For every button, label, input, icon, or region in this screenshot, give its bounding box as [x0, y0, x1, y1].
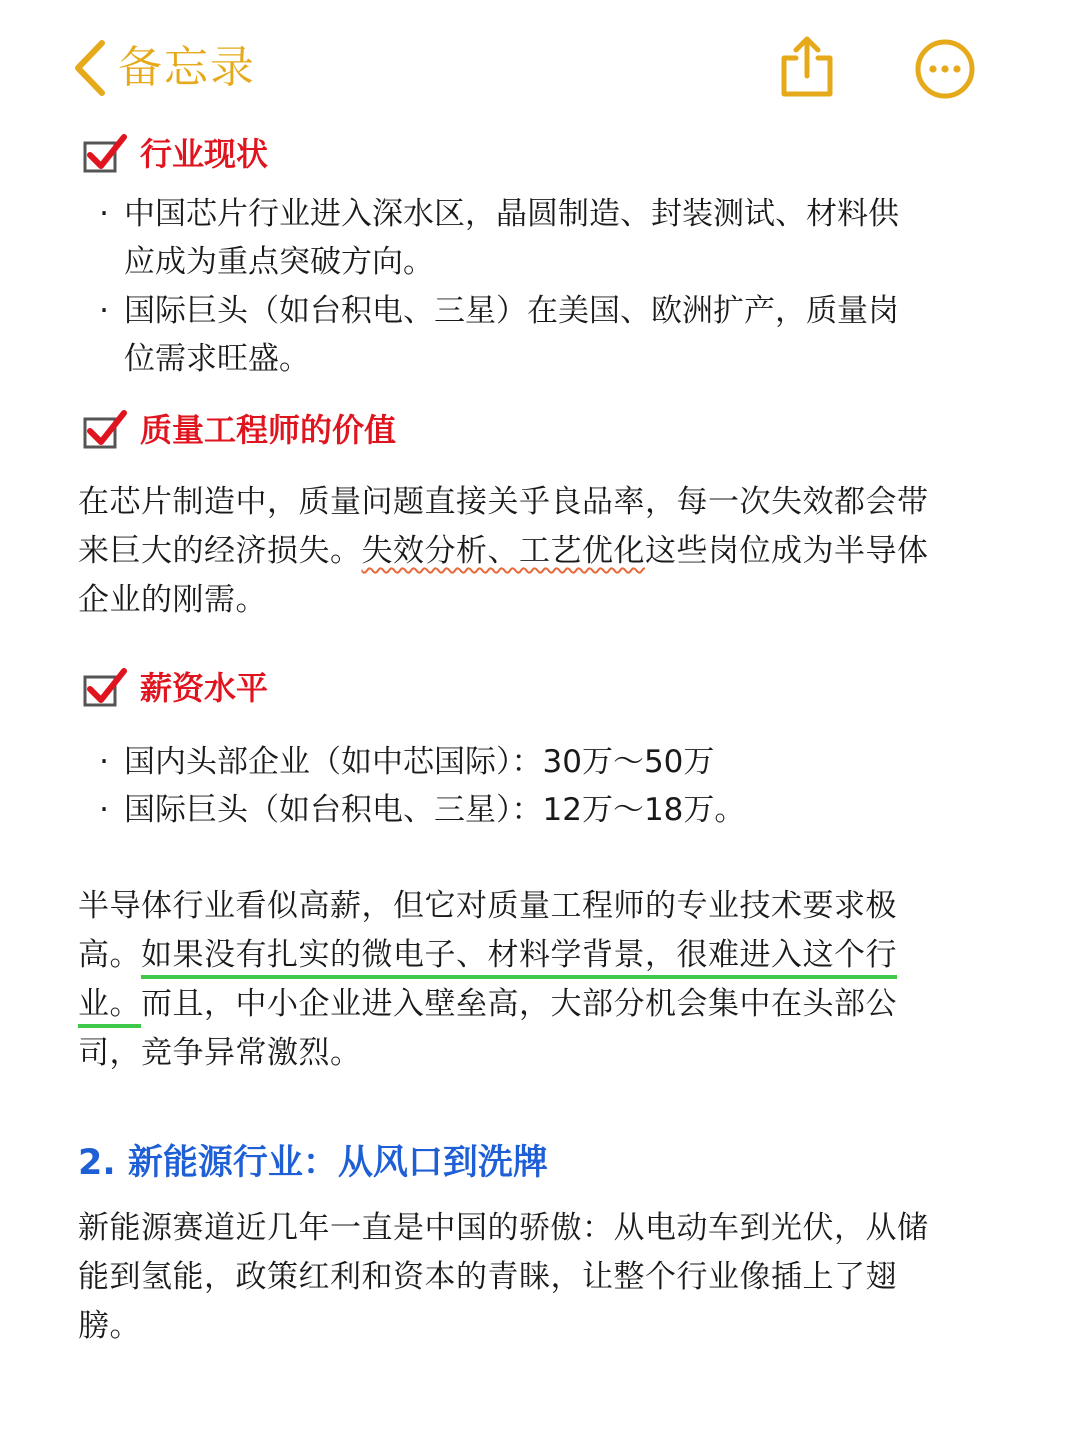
- bullet-dot: ·: [99, 744, 109, 780]
- back-button[interactable]: [70, 36, 256, 100]
- text-run: 来巨大的经济损失。: [78, 533, 362, 569]
- paragraph-engineer-value: [78, 478, 1008, 625]
- wavy-highlight: 失效分析、工艺优化: [361, 533, 645, 569]
- share-icon[interactable]: [776, 34, 838, 100]
- paragraph-line: 企业的刚需。: [78, 582, 267, 618]
- bullet-text-line: 国内头部企业（如中芯国际）：30万～50万: [124, 744, 715, 780]
- section-heading-salary: [82, 666, 268, 710]
- section-title: 薪资水平: [140, 669, 269, 707]
- bullet-dot: ·: [99, 792, 109, 828]
- section-title: 质量工程师的价值: [140, 411, 397, 449]
- text-run: 这些岗位成为半导体: [645, 533, 929, 569]
- paragraph-summary: [78, 882, 1008, 1078]
- chevron-left-icon: [70, 37, 110, 99]
- bullet-item: [92, 287, 992, 383]
- paragraph-line: 半导体行业看似高薪，但它对质量工程师的专业技术要求极: [78, 888, 897, 924]
- section-heading-industry-status: [82, 132, 268, 176]
- green-underline-highlight: 如果没有扎实的微电子、材料学背景，很难进入这个行: [141, 937, 897, 979]
- paragraph-new-energy: [78, 1204, 1008, 1351]
- bullet-text-line: 应成为重点突破方向。: [124, 244, 434, 280]
- top-nav-bar: [0, 0, 1080, 130]
- more-ellipsis-icon[interactable]: [914, 38, 976, 100]
- bullet-item: [92, 738, 992, 786]
- paragraph-line: 在芯片制造中，质量问题直接关乎良品率，每一次失效都会带: [78, 484, 929, 520]
- bullet-text-line: 中国芯片行业进入深水区，晶圆制造、封装测试、材料供: [124, 196, 899, 232]
- paragraph-line: 司，竞争异常激烈。: [78, 1035, 362, 1071]
- text-run: 而且，中小企业进入壁垒高，大部分机会集中在头部公: [141, 986, 897, 1022]
- paragraph-line: [78, 527, 1008, 576]
- bullet-item: [92, 190, 992, 286]
- bullet-dot: ·: [99, 293, 109, 329]
- bullet-text-line: 国际巨头（如台积电、三星）在美国、欧洲扩产，质量岗: [124, 293, 899, 329]
- text-run: 高。: [78, 937, 141, 973]
- section-title: 行业现状: [140, 135, 269, 173]
- bullet-item: [92, 786, 992, 834]
- paragraph-line: [78, 980, 1008, 1029]
- paragraph-line: [78, 931, 1008, 980]
- section-heading-engineer-value: [82, 408, 396, 452]
- paragraph-line: 膀。: [78, 1308, 141, 1344]
- bullet-text-line: 位需求旺盛。: [124, 341, 310, 377]
- paragraph-line: 能到氢能，政策红利和资本的青睐，让整个行业像插上了翅: [78, 1259, 897, 1295]
- checkbox-checked-icon: [82, 133, 128, 175]
- checkbox-checked-icon: [82, 667, 128, 709]
- checkbox-checked-icon: [82, 409, 128, 451]
- bullet-text-line: 国际巨头（如台积电、三星）：12万～18万。: [124, 792, 746, 828]
- green-underline-highlight: 业。: [78, 986, 141, 1028]
- bullet-dot: ·: [99, 196, 109, 232]
- back-button-label: 备忘录: [118, 42, 256, 93]
- paragraph-line: 新能源赛道近几年一直是中国的骄傲：从电动车到光伏，从储: [78, 1210, 929, 1246]
- section-heading-new-energy: 2. 新能源行业：从风口到洗牌: [78, 1143, 548, 1183]
